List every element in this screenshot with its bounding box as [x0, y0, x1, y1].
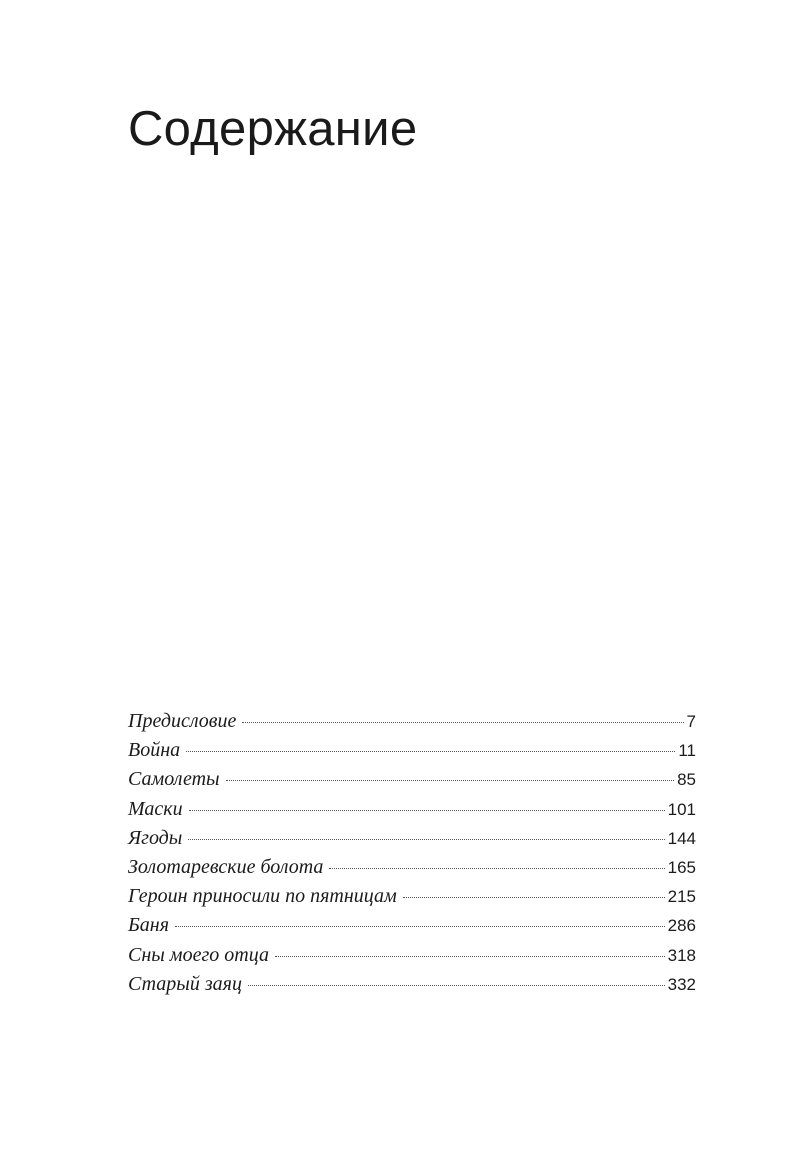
toc-entry[interactable]	[128, 882, 696, 911]
toc-entry-title: Сны моего отца	[128, 943, 269, 966]
toc-entry-page: 318	[667, 945, 696, 965]
dot-leader	[189, 810, 665, 811]
toc-entry-title: Старый заяц	[128, 972, 242, 995]
toc-entry-title: Золотаревские болота	[128, 855, 324, 878]
toc-entry-title: Маски	[128, 797, 183, 820]
toc-entry[interactable]	[128, 795, 696, 824]
toc-entry[interactable]	[128, 736, 696, 765]
toc-entry-page: 332	[667, 974, 696, 994]
dot-leader	[403, 897, 665, 898]
dot-leader	[226, 780, 675, 781]
toc-entry-title: Баня	[128, 914, 170, 937]
dot-leader	[275, 956, 665, 957]
toc-entry-title: Самолеты	[128, 768, 220, 791]
toc-entry-title: Ягоды	[128, 826, 183, 849]
dot-leader	[242, 722, 683, 723]
toc-entry[interactable]	[128, 911, 696, 940]
toc-entry-title: Война	[128, 739, 181, 762]
toc-entry-page: 144	[667, 828, 696, 848]
toc-entry[interactable]	[128, 707, 696, 736]
toc-entry[interactable]	[128, 941, 696, 970]
dot-leader	[188, 839, 664, 840]
dot-leader	[329, 868, 664, 869]
toc-entry-page: 7	[686, 712, 696, 731]
dot-leader	[248, 985, 665, 986]
toc-entry-title: Предисловие	[128, 710, 237, 732]
page-title: Содержание	[128, 102, 418, 156]
table-of-contents	[128, 707, 696, 999]
toc-entry[interactable]	[128, 824, 696, 853]
toc-entry-page: 101	[667, 799, 696, 819]
toc-entry-page: 215	[667, 887, 696, 907]
toc-entry-page: 85	[677, 770, 696, 790]
toc-entry[interactable]	[128, 853, 696, 882]
toc-entry-page: 286	[667, 916, 696, 936]
dot-leader	[186, 751, 675, 752]
toc-entry[interactable]	[128, 970, 696, 999]
toc-entry-page: 165	[667, 857, 696, 877]
toc-entry-title: Героин приносили по пятницам	[128, 885, 397, 908]
dot-leader	[175, 926, 665, 927]
toc-entry-page: 11	[678, 741, 696, 761]
toc-entry[interactable]	[128, 765, 696, 794]
